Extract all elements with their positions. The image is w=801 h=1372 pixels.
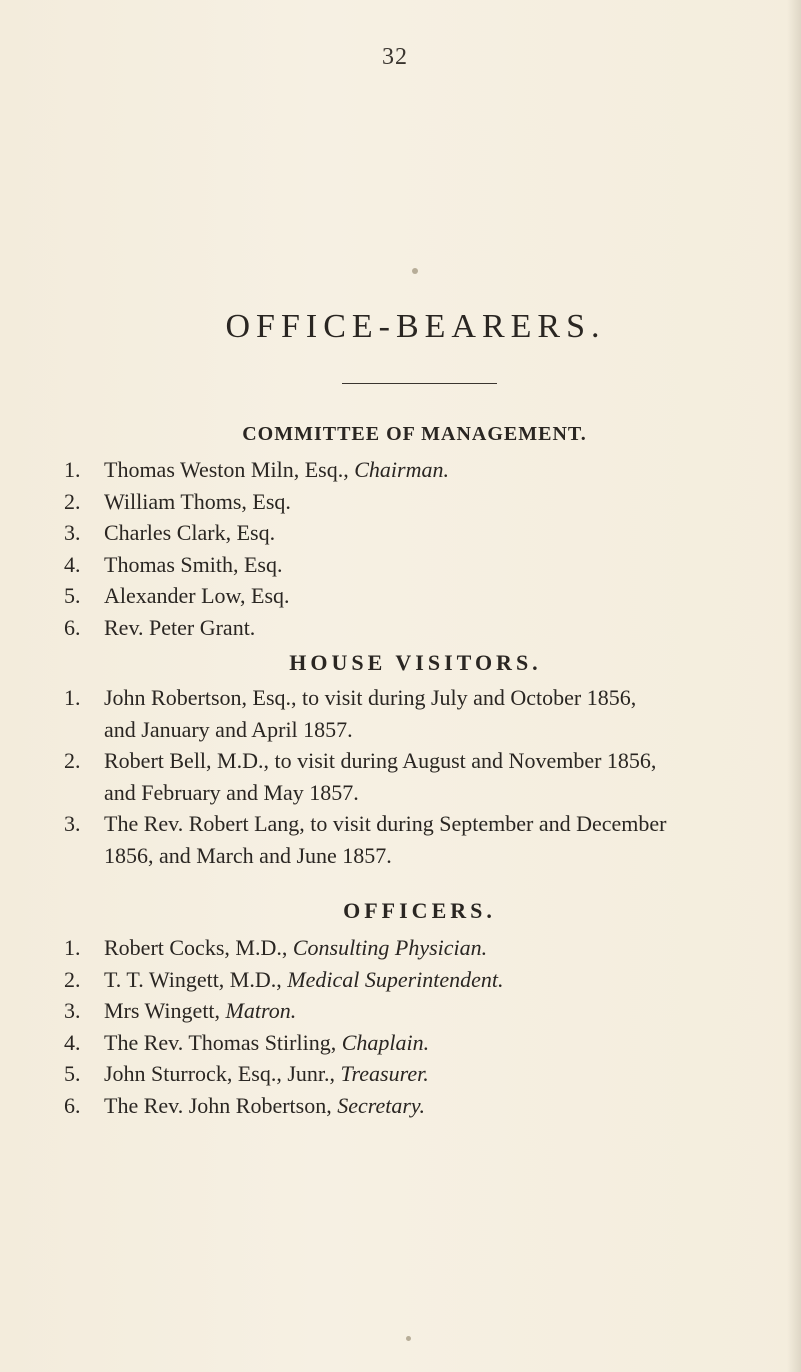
list-item: 4. The Rev. Thomas Stirling, Chaplain. [64, 1029, 430, 1055]
officers-heading: OFFICERS. [343, 898, 496, 923]
list-item: 3. Charles Clark, Esq. [64, 520, 276, 545]
list-item: 1. Robert Cocks, M.D., Consulting Physician. [64, 935, 488, 960]
list-item: 2. T. T. Wingett, M.D., Medical Superintendent. [64, 966, 504, 992]
paper-speck [412, 268, 418, 274]
page-title: OFFICE-BEARERS. [225, 308, 606, 345]
list-item: 1. John Robertson, Esq., to visit during July and October 1856, and January and April 1857. [64, 685, 637, 742]
list-item: 2. William Thoms, Esq. [64, 488, 291, 514]
list-item: 6. The Rev. John Robertson, Secretary. [64, 1092, 425, 1118]
officers-list [0, 932, 504, 1121]
title-rule [342, 383, 497, 384]
house-visitors-list [0, 682, 801, 871]
page-number: 32 [382, 44, 408, 70]
committee-heading: COMMITTEE OF MANAGEMENT. [242, 423, 587, 445]
list-item: 5. Alexander Low, Esq. [64, 583, 290, 608]
list-item: 5. John Sturrock, Esq., Junr., Treasurer. [64, 1061, 429, 1086]
list-item: 4. Thomas Smith, Esq. [64, 551, 283, 577]
house-visitors-heading: HOUSE VISITORS. [289, 650, 542, 675]
paper-speck [406, 1336, 411, 1341]
list-item: 3. The Rev. Robert Lang, to visit during September and December 1856, and March and June 1857. [64, 811, 667, 868]
committee-list [0, 454, 449, 643]
list-item: 6. Rev. Peter Grant. [64, 614, 256, 640]
list-item: 2. Robert Bell, M.D., to visit during August and November 1856, and February and May 1857. [64, 748, 657, 805]
list-item: 3. Mrs Wingett, Matron. [64, 998, 297, 1023]
list-item: 1. Thomas Weston Miln, Esq., Chairman. [64, 457, 449, 482]
